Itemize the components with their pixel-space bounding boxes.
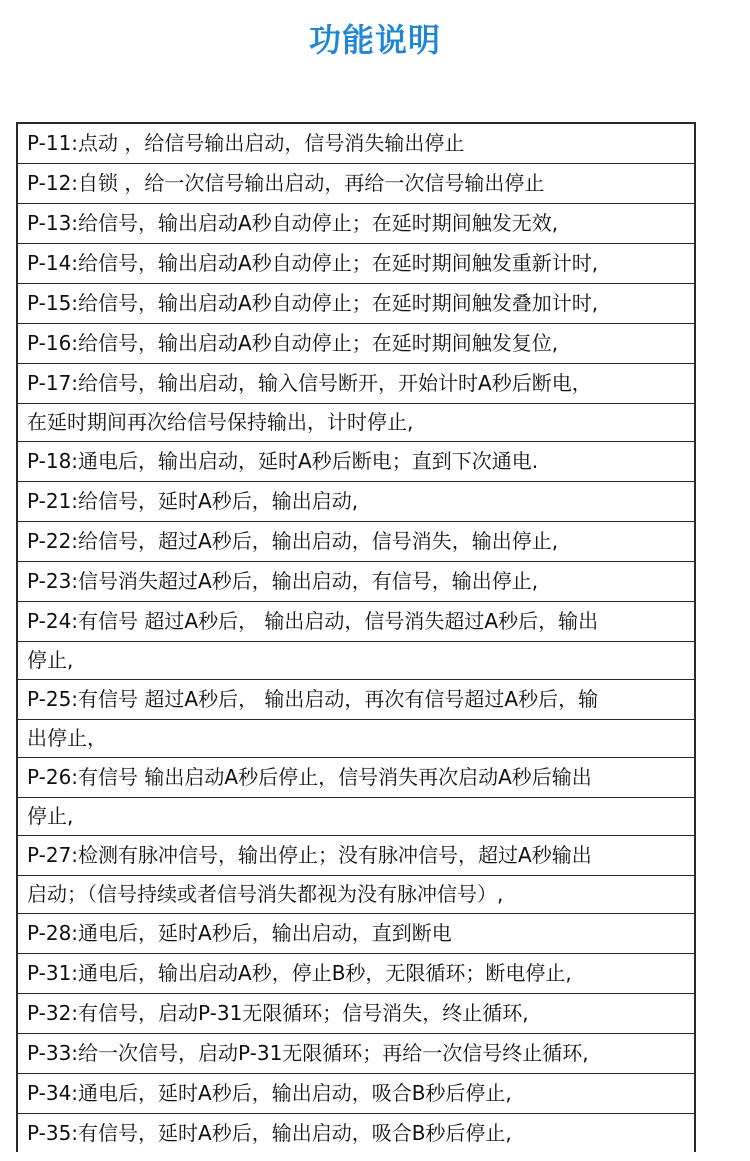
table-row-continuation: 出停止，: [18, 720, 694, 758]
table-row: P-27:检测有脉冲信号，输出停止；没有脉冲信号，超过A秒输出: [18, 836, 694, 876]
table-row: P-33:给一次信号，启动P-31无限循环；再给一次信号终止循环,: [18, 1034, 694, 1074]
table-row: P-35:有信号，延时A秒后，输出启动，吸合B秒后停止,: [27, 1121, 512, 1145]
table-row: P-11:点动 ，给信号输出启动，信号消失输出停止: [18, 124, 694, 164]
table-row: P-13:给信号，输出启动A秒自动停止；在延时期间触发无效,: [18, 204, 694, 244]
table-row: P-12:自锁 ，给一次信号输出启动，再给一次信号输出停止: [18, 164, 694, 204]
table-row: P-23:信号消失超过A秒后，输出启动，有信号，输出停止,: [18, 562, 694, 602]
table-row: P-34:通电后，延时A秒后，输出启动，吸合B秒后停止,: [18, 1074, 694, 1114]
table-row: P-31:通电后，输出启动A秒，停止B秒，无限循环；断电停止,: [18, 954, 694, 994]
table-row: P-25:有信号 超过A秒后， 输出启动，再次有信号超过A秒后，输: [18, 680, 694, 720]
table-row-continuation: 在延时期间再次给信号保持输出，计时停止,: [18, 404, 694, 442]
table-row-continuation: 停止,: [18, 798, 694, 836]
page-title: 功能说明: [308, 21, 441, 59]
function-table: [16, 122, 696, 1152]
table-row: P-32:有信号，启动P-31无限循环；信号消失，终止循环,: [18, 994, 694, 1034]
table-row: P-28:通电后，延时A秒后，输出启动，直到断电: [18, 914, 694, 954]
table-row: P-18:通电后，输出启动，延时A秒后断电；直到下次通电.: [18, 442, 694, 482]
table-row-continuation: 启动；（信号持续或者信号消失都视为没有脉冲信号）,: [18, 876, 694, 914]
table-row: P-26:有信号 输出启动A秒后停止，信号消失再次启动A秒后输出: [18, 758, 694, 798]
table-row: P-14:给信号，输出启动A秒自动停止；在延时期间触发重新计时,: [18, 244, 694, 284]
table-row: P-24:有信号 超过A秒后， 输出启动，信号消失超过A秒后，输出: [18, 602, 694, 642]
table-row-continuation: 停止,: [18, 642, 694, 680]
table-row: P-16:给信号，输出启动A秒自动停止；在延时期间触发复位,: [18, 324, 694, 364]
table-row: P-17:给信号，输出启动，输入信号断开，开始计时A秒后断电，: [18, 364, 694, 404]
table-row: P-21:给信号，延时A秒后，输出启动,: [18, 482, 694, 522]
table-row: P-15:给信号，输出启动A秒自动停止；在延时期间触发叠加计时,: [18, 284, 694, 324]
table-row: P-22:给信号，超过A秒后，输出启动，信号消失，输出停止,: [18, 522, 694, 562]
